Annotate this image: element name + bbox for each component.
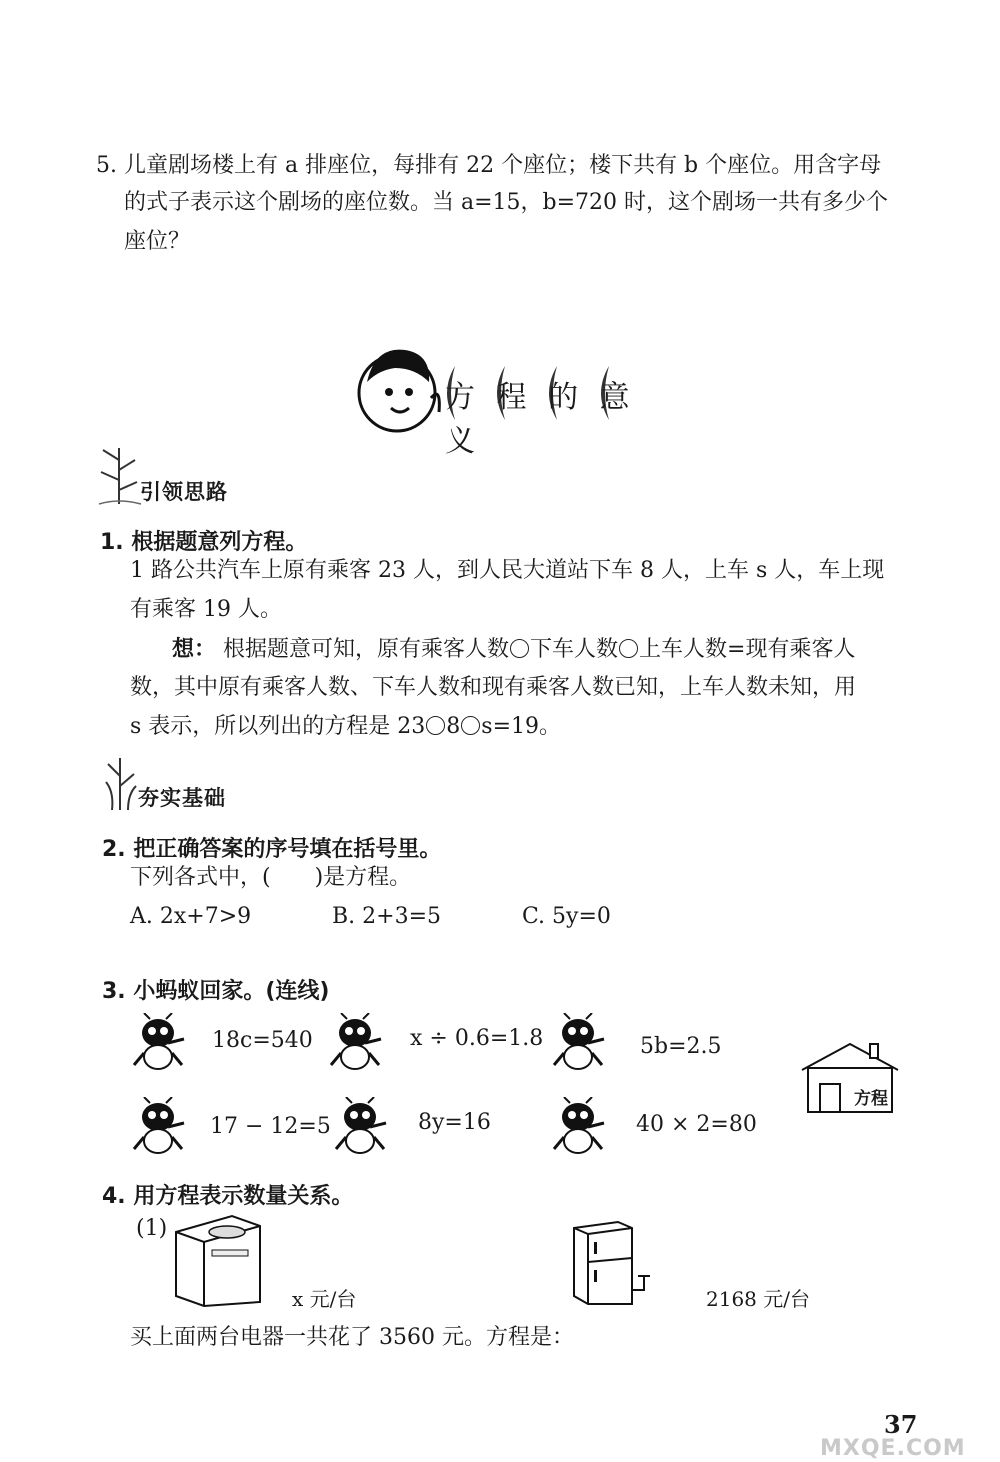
q4-title: 4. 用方程表示数量关系。 <box>102 1184 354 1209</box>
q1-line-1: 1 路公共汽车上原有乘客 23 人，到人民大道站下车 8 人，上车 s 人，车上现 <box>130 558 885 583</box>
q1-line5-c: s=19。 <box>481 714 561 739</box>
washing-machine-icon <box>172 1212 264 1312</box>
q2-option-a[interactable]: A. 2x+7>9 <box>130 904 252 929</box>
operator-circle-blank[interactable] <box>461 716 480 735</box>
section-label-guide: 引领思路 <box>140 480 228 504</box>
house-label: 方程 <box>854 1089 888 1109</box>
q3-equation[interactable]: 8y=16 <box>418 1110 491 1135</box>
operator-circle-blank[interactable] <box>619 639 638 658</box>
q1-line-4: 数，其中原有乘客人数、下车人数和现有乘客人数已知，上车人数未知，用 <box>130 675 857 700</box>
ant-icon <box>548 1013 612 1079</box>
ant-icon <box>330 1097 394 1163</box>
page-number: 37 <box>884 1410 918 1439</box>
q3-equation[interactable]: 40 × 2=80 <box>636 1112 757 1137</box>
section-label-basics: 夯实基础 <box>138 786 226 810</box>
q3-equation[interactable]: 5b=2.5 <box>640 1034 722 1059</box>
q5-line-1: 5. 儿童剧场楼上有 a 排座位，每排有 22 个座位；楼下共有 b 个座位。用含字母 <box>96 153 882 178</box>
think-label: 想： <box>172 636 217 662</box>
q4-statement: 买上面两台电器一共花了 3560 元。方程是： <box>130 1325 574 1350</box>
q1-think-a: 根据题意可知，原有乘客人数 <box>223 637 510 662</box>
price-refrigerator: 2168 元/台 <box>706 1287 810 1311</box>
ant-icon <box>128 1097 192 1163</box>
refrigerator-icon <box>568 1220 652 1310</box>
q1-line5-a: s 表示，所以列出的方程是 23 <box>130 714 426 739</box>
q1-think-line <box>172 629 855 670</box>
grass-icon <box>100 752 140 812</box>
section-banner <box>355 338 675 459</box>
price-washing-machine: x 元/台 <box>292 1287 357 1311</box>
q1-think-b: 下车人数 <box>530 637 619 662</box>
q3-title: 3. 小蚂蚁回家。(连线) <box>102 979 330 1004</box>
q2-title: 2. 把正确答案的序号填在括号里。 <box>102 837 442 862</box>
q2-option-b[interactable]: B. 2+3=5 <box>332 904 442 929</box>
ant-icon <box>325 1013 389 1079</box>
q1-line-2: 有乘客 19 人。 <box>130 597 282 622</box>
house-icon[interactable] <box>800 1040 900 1118</box>
ant-icon <box>548 1097 612 1163</box>
q4-item-number: (1) <box>136 1216 168 1241</box>
q1-line-5 <box>130 707 561 747</box>
q1-line5-b: 8 <box>446 714 461 739</box>
q3-equation[interactable]: 17 − 12=5 <box>210 1114 331 1139</box>
q5-line-2: 的式子表示这个剧场的座位数。当 a=15，b=720 时，这个剧场一共有多少个 <box>124 190 889 215</box>
operator-circle-blank[interactable] <box>510 639 529 658</box>
q2-option-c[interactable]: C. 5y=0 <box>522 904 611 929</box>
q3-equation[interactable]: 18c=540 <box>212 1028 313 1053</box>
q3-equation[interactable]: x ÷ 0.6=1.8 <box>410 1026 544 1051</box>
operator-circle-blank[interactable] <box>426 716 445 735</box>
watermark: MXQE.COM <box>820 1436 966 1461</box>
q2-stem: 下列各式中，( )是方程。 <box>130 865 412 890</box>
bamboo-icon <box>95 440 143 506</box>
q1-title: 1. 根据题意列方程。 <box>100 530 308 555</box>
banner-title: 方 程 的 意 义 <box>445 380 636 459</box>
q1-think-c: 上车人数=现有乘客人 <box>639 637 856 662</box>
q5-line-3: 座位？ <box>124 229 191 254</box>
ant-icon <box>128 1013 192 1079</box>
